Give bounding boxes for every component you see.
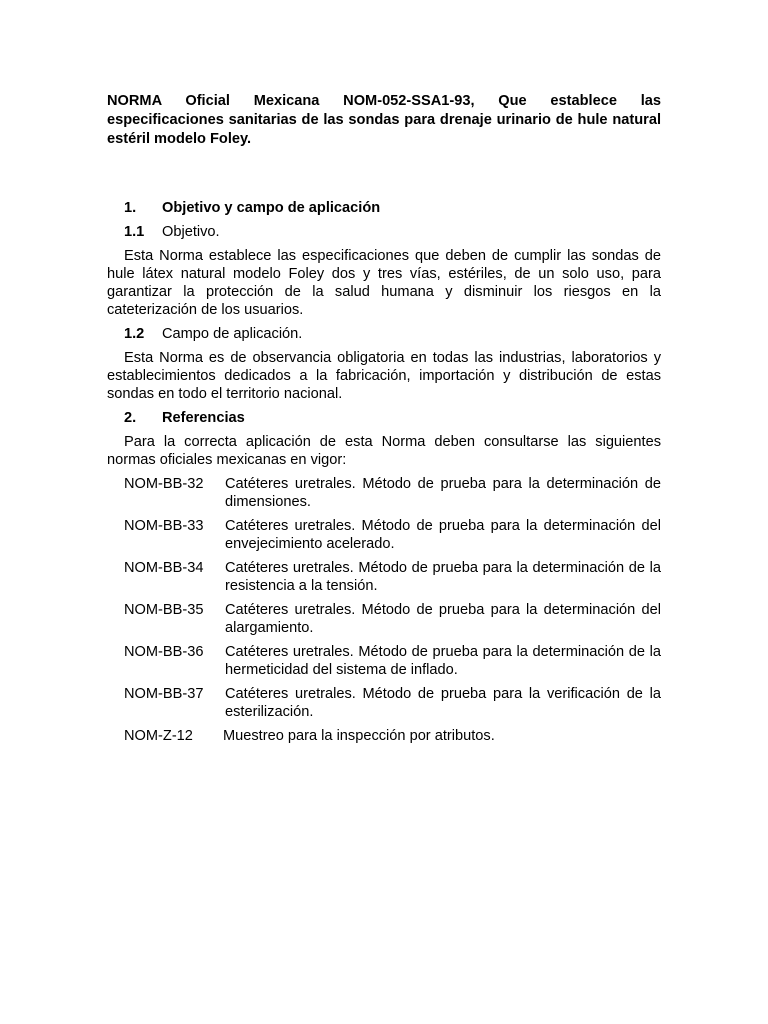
section-1-heading <box>107 199 661 217</box>
reference-code: NOM-BB-34 <box>124 560 204 576</box>
reference-code: NOM-BB-37 <box>124 686 204 702</box>
reference-description: Catéteres uretrales. Método de prueba para la determinación del alargamiento. <box>225 602 661 636</box>
reference-code: NOM-Z-12 <box>124 728 193 744</box>
section-2-title: Referencias <box>162 410 245 426</box>
subsection-1-2-number: 1.2 <box>124 326 145 342</box>
reference-code: NOM-BB-32 <box>124 476 204 492</box>
references-list <box>107 475 661 745</box>
section-2-heading <box>107 409 661 427</box>
section-2-number: 2. <box>124 410 137 426</box>
reference-code: NOM-BB-35 <box>124 602 204 618</box>
reference-description: Catéteres uretrales. Método de prueba para la verificación de la esterilización. <box>225 686 661 720</box>
subsection-1-1-title: Objetivo. <box>162 224 220 240</box>
scope-paragraph: Esta Norma es de observancia obligatoria en todas las industrias, laboratorios y establecimientos dedicados a la fabricación, importación y distribución de estas sondas en todo el territorio nacional. <box>107 350 661 402</box>
reference-description: Catéteres uretrales. Método de prueba para la determinación de dimensiones. <box>225 476 661 510</box>
reference-description: Catéteres uretrales. Método de prueba para la determinación de la hermeticidad del sistema de inflado. <box>225 644 661 678</box>
reference-item <box>107 643 661 679</box>
reference-item <box>107 475 661 511</box>
reference-item <box>107 727 661 745</box>
reference-description: Muestreo para la inspección por atributos. <box>223 728 495 744</box>
reference-item <box>107 601 661 637</box>
subsection-1-2-title: Campo de aplicación. <box>162 326 303 342</box>
reference-code: NOM-BB-33 <box>124 518 204 534</box>
reference-item <box>107 517 661 553</box>
section-1-title: Objetivo y campo de aplicación <box>162 200 381 216</box>
reference-description: Catéteres uretrales. Método de prueba para la determinación de la resistencia a la tensión. <box>225 560 661 594</box>
document-page <box>107 92 661 751</box>
reference-item <box>107 559 661 595</box>
references-intro: Para la correcta aplicación de esta Norma deben consultarse las siguientes normas oficiales mexicanas en vigor: <box>107 434 661 468</box>
objective-paragraph: Esta Norma establece las especificaciones que deben de cumplir las sondas de hule látex natural modelo Foley dos y tres vías, estériles, de un solo uso, para garantizar la protección de la salud humana y disminuir los riesgos en la cateterización de los usuarios. <box>107 248 661 318</box>
reference-description: Catéteres uretrales. Método de prueba para la determinación del envejecimiento acelerado. <box>225 518 661 552</box>
document-title: NORMA Oficial Mexicana NOM-052-SSA1-93, Que establece las especificaciones sanitarias de las sondas para drenaje urinario de hule natural estéril modelo Foley. <box>107 93 661 147</box>
section-1-number: 1. <box>124 200 137 216</box>
subsection-1-1-heading <box>107 223 661 241</box>
subsection-1-1-number: 1.1 <box>124 224 145 240</box>
subsection-1-2-heading <box>107 325 661 343</box>
reference-item <box>107 685 661 721</box>
reference-code: NOM-BB-36 <box>124 644 204 660</box>
